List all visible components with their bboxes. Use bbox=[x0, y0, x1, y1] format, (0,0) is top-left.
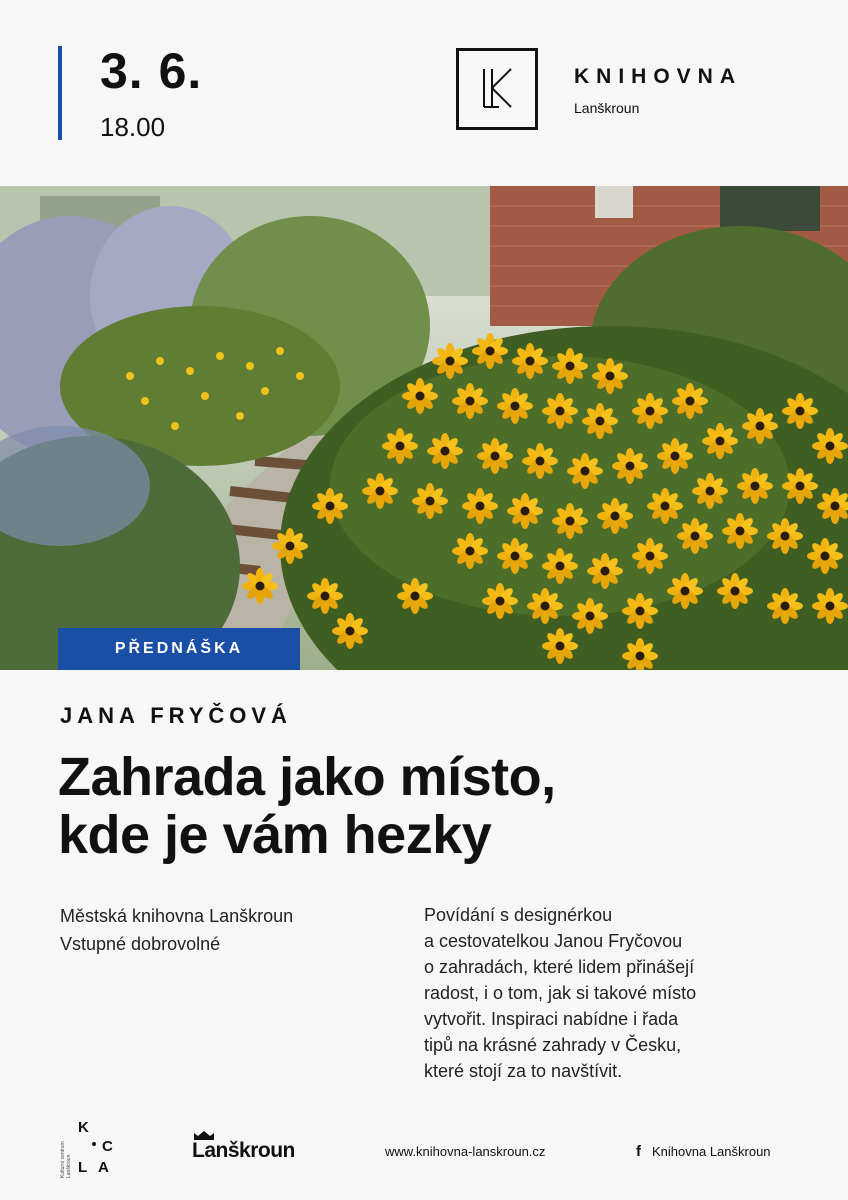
description-line: Povídání s designérkou bbox=[424, 905, 613, 925]
description-line: radost, i o tom, jak si takové místo bbox=[424, 983, 697, 1003]
facebook-icon: f bbox=[636, 1143, 641, 1160]
kcla-letter-l: L bbox=[78, 1159, 88, 1176]
garden-photo bbox=[0, 186, 848, 670]
headline-line-1: Zahrada jako místo, bbox=[58, 747, 556, 807]
description-line: o zahradách, které lidem přinášejí bbox=[424, 957, 695, 977]
brand-title: KNIHOVNA bbox=[574, 65, 743, 88]
date-accent-bar bbox=[58, 46, 62, 140]
lk-monogram-icon bbox=[456, 48, 538, 130]
event-time: 18.00 bbox=[100, 112, 166, 142]
brand-subtitle: Lanškroun bbox=[574, 100, 640, 116]
event-date: 3. 6. bbox=[100, 43, 203, 99]
headline-line-2: kde je vám hezky bbox=[58, 805, 492, 865]
entry-text: Vstupné dobrovolné bbox=[60, 934, 221, 954]
town-logo: Lanškroun bbox=[192, 1139, 295, 1162]
kcla-letter-k: K bbox=[78, 1119, 89, 1136]
category-badge: PŘEDNÁŠKA bbox=[58, 628, 300, 670]
description-line: které stojí za to navštívit. bbox=[424, 1061, 623, 1081]
description-line: a cestovatelkou Janou Fryčovou bbox=[424, 931, 683, 951]
kcla-letter-a: A bbox=[98, 1159, 109, 1176]
kcla-letter-c: C bbox=[102, 1138, 113, 1155]
event-info bbox=[60, 902, 293, 958]
description-line: tipů na krásné zahrady v Česku, bbox=[424, 1035, 682, 1055]
venue-text: Městská knihovna Lanškroun bbox=[60, 906, 294, 926]
description-line: vytvořit. Inspiraci nabídne i řada bbox=[424, 1009, 679, 1029]
kcla-logo bbox=[60, 1118, 120, 1180]
website-link[interactable]: www.knihovna-lanskroun.cz bbox=[385, 1144, 546, 1159]
kcla-dot-icon bbox=[92, 1142, 96, 1146]
kcla-caption: Kulturní centrum Lanškroun bbox=[60, 1141, 72, 1178]
speaker-name: JANA FRYČOVÁ bbox=[60, 703, 292, 728]
facebook-link[interactable]: Knihovna Lanškroun bbox=[652, 1144, 771, 1159]
event-description bbox=[424, 902, 804, 1084]
event-headline bbox=[58, 748, 818, 864]
